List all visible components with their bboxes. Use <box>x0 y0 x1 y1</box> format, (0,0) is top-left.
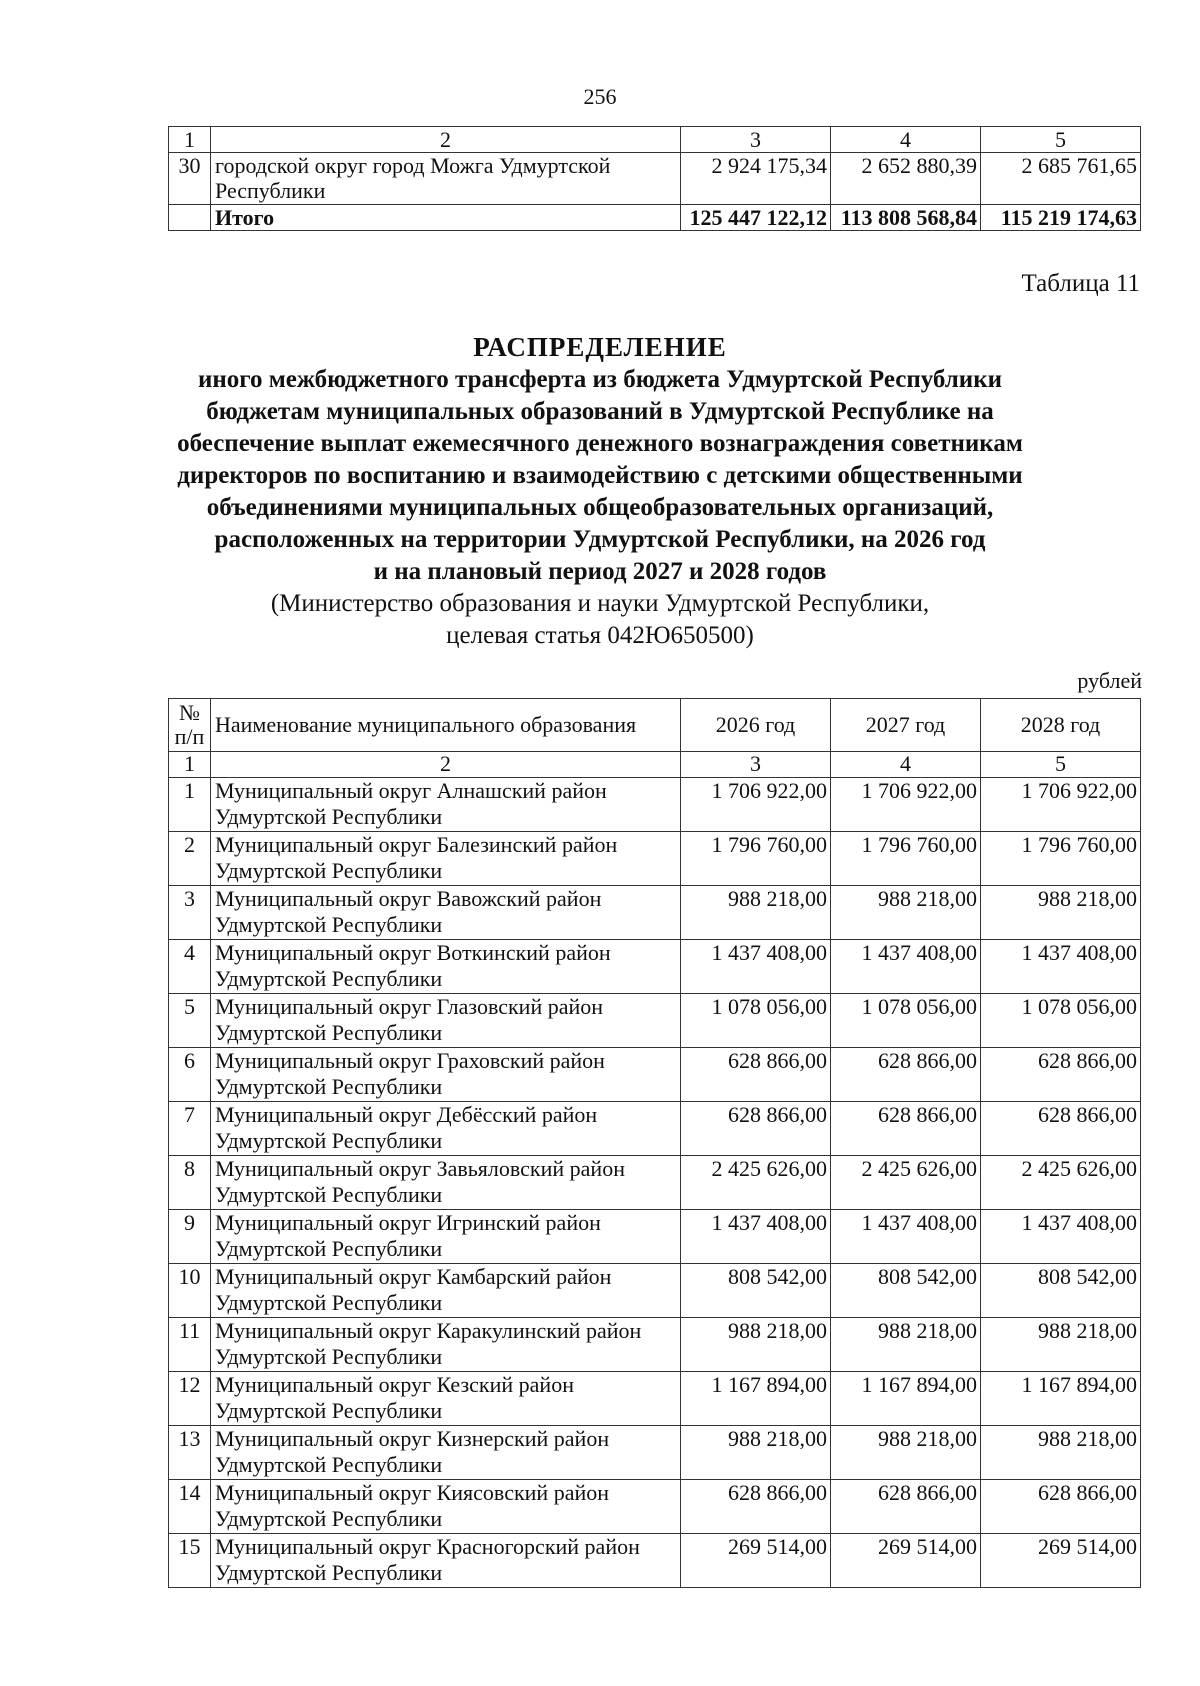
value-2027: 988 218,00 <box>831 886 981 940</box>
col-number: 2 <box>211 752 681 778</box>
header-2027: 2027 год <box>831 699 981 752</box>
municipality-name: городской округ город Можга Удмуртской Республики <box>211 153 681 205</box>
table-row <box>169 1048 1141 1102</box>
column-number-row <box>169 752 1141 778</box>
value-2027: 988 218,00 <box>831 1426 981 1480</box>
value-2027: 1 706 922,00 <box>831 778 981 832</box>
value-2027: 1 078 056,00 <box>831 994 981 1048</box>
row-index: 5 <box>169 994 211 1048</box>
row-index: 6 <box>169 1048 211 1102</box>
municipality-name: Муниципальный округ Вавожский район Удмуртской Республики <box>211 886 681 940</box>
value-2028: 1 437 408,00 <box>981 940 1141 994</box>
table-label: Таблица 11 <box>1021 270 1140 297</box>
value-2028: 1 437 408,00 <box>981 1210 1141 1264</box>
value-2026: 628 866,00 <box>681 1048 831 1102</box>
total-label: Итого <box>211 205 681 231</box>
value-2027: 988 218,00 <box>831 1318 981 1372</box>
title-line: иного межбюджетного трансферта из бюджета Удмуртской Республики <box>197 366 1003 393</box>
value-2028: 1 796 760,00 <box>981 832 1141 886</box>
title-note: (Министерство образования и науки Удмуртской Республики, <box>270 590 930 617</box>
municipality-name: Муниципальный округ Игринский район Удмуртской Республики <box>211 1210 681 1264</box>
title-line: бюджетам муниципальных образований в Удмуртской Республике на <box>206 398 994 425</box>
row-index: 9 <box>169 1210 211 1264</box>
value-2027: 1 167 894,00 <box>831 1372 981 1426</box>
value-2028: 628 866,00 <box>981 1102 1141 1156</box>
value-2026: 269 514,00 <box>681 1534 831 1588</box>
table-row <box>169 886 1141 940</box>
municipality-name: Муниципальный округ Балезинский район Удмуртской Республики <box>211 832 681 886</box>
value-2027: 269 514,00 <box>831 1534 981 1588</box>
value-2028: 2 425 626,00 <box>981 1156 1141 1210</box>
municipality-name: Муниципальный округ Алнашский район Удмуртской Республики <box>211 778 681 832</box>
table-row <box>169 1318 1141 1372</box>
units-label: рублей <box>1077 668 1142 693</box>
col-number: 2 <box>211 127 681 153</box>
table-row <box>169 1102 1141 1156</box>
value-2028: 2 685 761,65 <box>981 153 1141 205</box>
row-index: 4 <box>169 940 211 994</box>
title-line: обеспечение выплат ежемесячного денежного вознаграждения советникам <box>177 430 1023 457</box>
municipality-name: Муниципальный округ Воткинский район Удмуртской Республики <box>211 940 681 994</box>
title-line: директоров по воспитанию и взаимодействию с детскими общественными <box>177 462 1023 489</box>
table-row <box>169 1210 1141 1264</box>
value-2026: 1 167 894,00 <box>681 1372 831 1426</box>
row-index: 2 <box>169 832 211 886</box>
col-number: 4 <box>831 752 981 778</box>
header-2028: 2028 год <box>981 699 1141 752</box>
value-2026: 628 866,00 <box>681 1102 831 1156</box>
value-2026: 1 437 408,00 <box>681 940 831 994</box>
table-row <box>169 778 1141 832</box>
table-row <box>169 832 1141 886</box>
table-row <box>169 940 1141 994</box>
col-number: 1 <box>169 127 211 153</box>
col-number: 5 <box>981 127 1141 153</box>
table-row <box>169 1372 1141 1426</box>
row-index: 10 <box>169 1264 211 1318</box>
value-2026: 2 924 175,34 <box>681 153 831 205</box>
header-row <box>169 699 1141 752</box>
municipality-name: Муниципальный округ Кизнерский район Удмуртской Республики <box>211 1426 681 1480</box>
value-2027: 2 425 626,00 <box>831 1156 981 1210</box>
title-line: и на плановый период 2027 и 2028 годов <box>373 558 827 585</box>
row-index: 30 <box>169 153 211 205</box>
value-2028: 269 514,00 <box>981 1534 1141 1588</box>
municipality-name: Муниципальный округ Дебёсский район Удмуртской Республики <box>211 1102 681 1156</box>
table-row <box>169 1426 1141 1480</box>
title-main: РАСПРЕДЕЛЕНИЕ <box>473 332 727 362</box>
value-2026: 1 796 760,00 <box>681 832 831 886</box>
total-2027: 113 808 568,84 <box>831 205 981 231</box>
title-note: целевая статья 042Ю650500) <box>446 622 754 649</box>
header-number: № п/п <box>169 699 211 752</box>
value-2028: 1 706 922,00 <box>981 778 1141 832</box>
table-row <box>169 1534 1141 1588</box>
row-index: 13 <box>169 1426 211 1480</box>
value-2026: 1 078 056,00 <box>681 994 831 1048</box>
value-2026: 2 425 626,00 <box>681 1156 831 1210</box>
col-number: 3 <box>681 752 831 778</box>
value-2026: 628 866,00 <box>681 1480 831 1534</box>
value-2027: 628 866,00 <box>831 1102 981 1156</box>
col-number: 1 <box>169 752 211 778</box>
value-2027: 628 866,00 <box>831 1480 981 1534</box>
municipality-name: Муниципальный округ Каракулинский район Удмуртской Республики <box>211 1318 681 1372</box>
value-2027: 808 542,00 <box>831 1264 981 1318</box>
header-name: Наименование муниципального образования <box>211 699 681 752</box>
value-2026: 1 437 408,00 <box>681 1210 831 1264</box>
municipality-name: Муниципальный округ Граховский район Удмуртской Республики <box>211 1048 681 1102</box>
value-2028: 1 167 894,00 <box>981 1372 1141 1426</box>
value-2026: 808 542,00 <box>681 1264 831 1318</box>
value-2028: 988 218,00 <box>981 1318 1141 1372</box>
value-2028: 1 078 056,00 <box>981 994 1141 1048</box>
row-index: 1 <box>169 778 211 832</box>
previous-table-continuation <box>168 126 1141 231</box>
municipality-name: Муниципальный округ Завьяловский район Удмуртской Республики <box>211 1156 681 1210</box>
value-2027: 1 796 760,00 <box>831 832 981 886</box>
table-row <box>169 1480 1141 1534</box>
municipality-name: Муниципальный округ Кезский район Удмуртской Республики <box>211 1372 681 1426</box>
col-number: 4 <box>831 127 981 153</box>
total-empty-cell <box>169 205 211 231</box>
row-index: 14 <box>169 1480 211 1534</box>
table-body <box>169 778 1141 1588</box>
table-row <box>169 994 1141 1048</box>
municipality-name: Муниципальный округ Камбарский район Удмуртской Республики <box>211 1264 681 1318</box>
municipality-name: Муниципальный округ Глазовский район Удмуртской Республики <box>211 994 681 1048</box>
total-row <box>169 205 1141 231</box>
column-number-row <box>169 127 1141 153</box>
municipality-name: Муниципальный округ Красногорский район Удмуртской Республики <box>211 1534 681 1588</box>
value-2027: 2 652 880,39 <box>831 153 981 205</box>
document-title <box>150 330 1050 652</box>
total-2028: 115 219 174,63 <box>981 205 1141 231</box>
total-2026: 125 447 122,12 <box>681 205 831 231</box>
row-index: 11 <box>169 1318 211 1372</box>
value-2027: 1 437 408,00 <box>831 940 981 994</box>
municipality-name: Муниципальный округ Киясовский район Удмуртской Республики <box>211 1480 681 1534</box>
row-index: 15 <box>169 1534 211 1588</box>
row-index: 12 <box>169 1372 211 1426</box>
page-number: 256 <box>583 84 617 109</box>
row-index: 3 <box>169 886 211 940</box>
col-number: 5 <box>981 752 1141 778</box>
value-2028: 808 542,00 <box>981 1264 1141 1318</box>
value-2028: 628 866,00 <box>981 1048 1141 1102</box>
value-2026: 988 218,00 <box>681 886 831 940</box>
table-row <box>169 153 1141 205</box>
value-2028: 628 866,00 <box>981 1480 1141 1534</box>
value-2028: 988 218,00 <box>981 886 1141 940</box>
table-row <box>169 1156 1141 1210</box>
distribution-table <box>168 698 1141 1588</box>
value-2028: 988 218,00 <box>981 1426 1141 1480</box>
value-2027: 1 437 408,00 <box>831 1210 981 1264</box>
header-2026: 2026 год <box>681 699 831 752</box>
value-2026: 988 218,00 <box>681 1318 831 1372</box>
row-index: 8 <box>169 1156 211 1210</box>
table-row <box>169 1264 1141 1318</box>
value-2027: 628 866,00 <box>831 1048 981 1102</box>
col-number: 3 <box>681 127 831 153</box>
title-line: объединениями муниципальных общеобразовательных организаций, <box>206 494 994 521</box>
value-2026: 1 706 922,00 <box>681 778 831 832</box>
value-2026: 988 218,00 <box>681 1426 831 1480</box>
row-index: 7 <box>169 1102 211 1156</box>
title-line: расположенных на территории Удмуртской Республики, на 2026 год <box>214 526 986 553</box>
